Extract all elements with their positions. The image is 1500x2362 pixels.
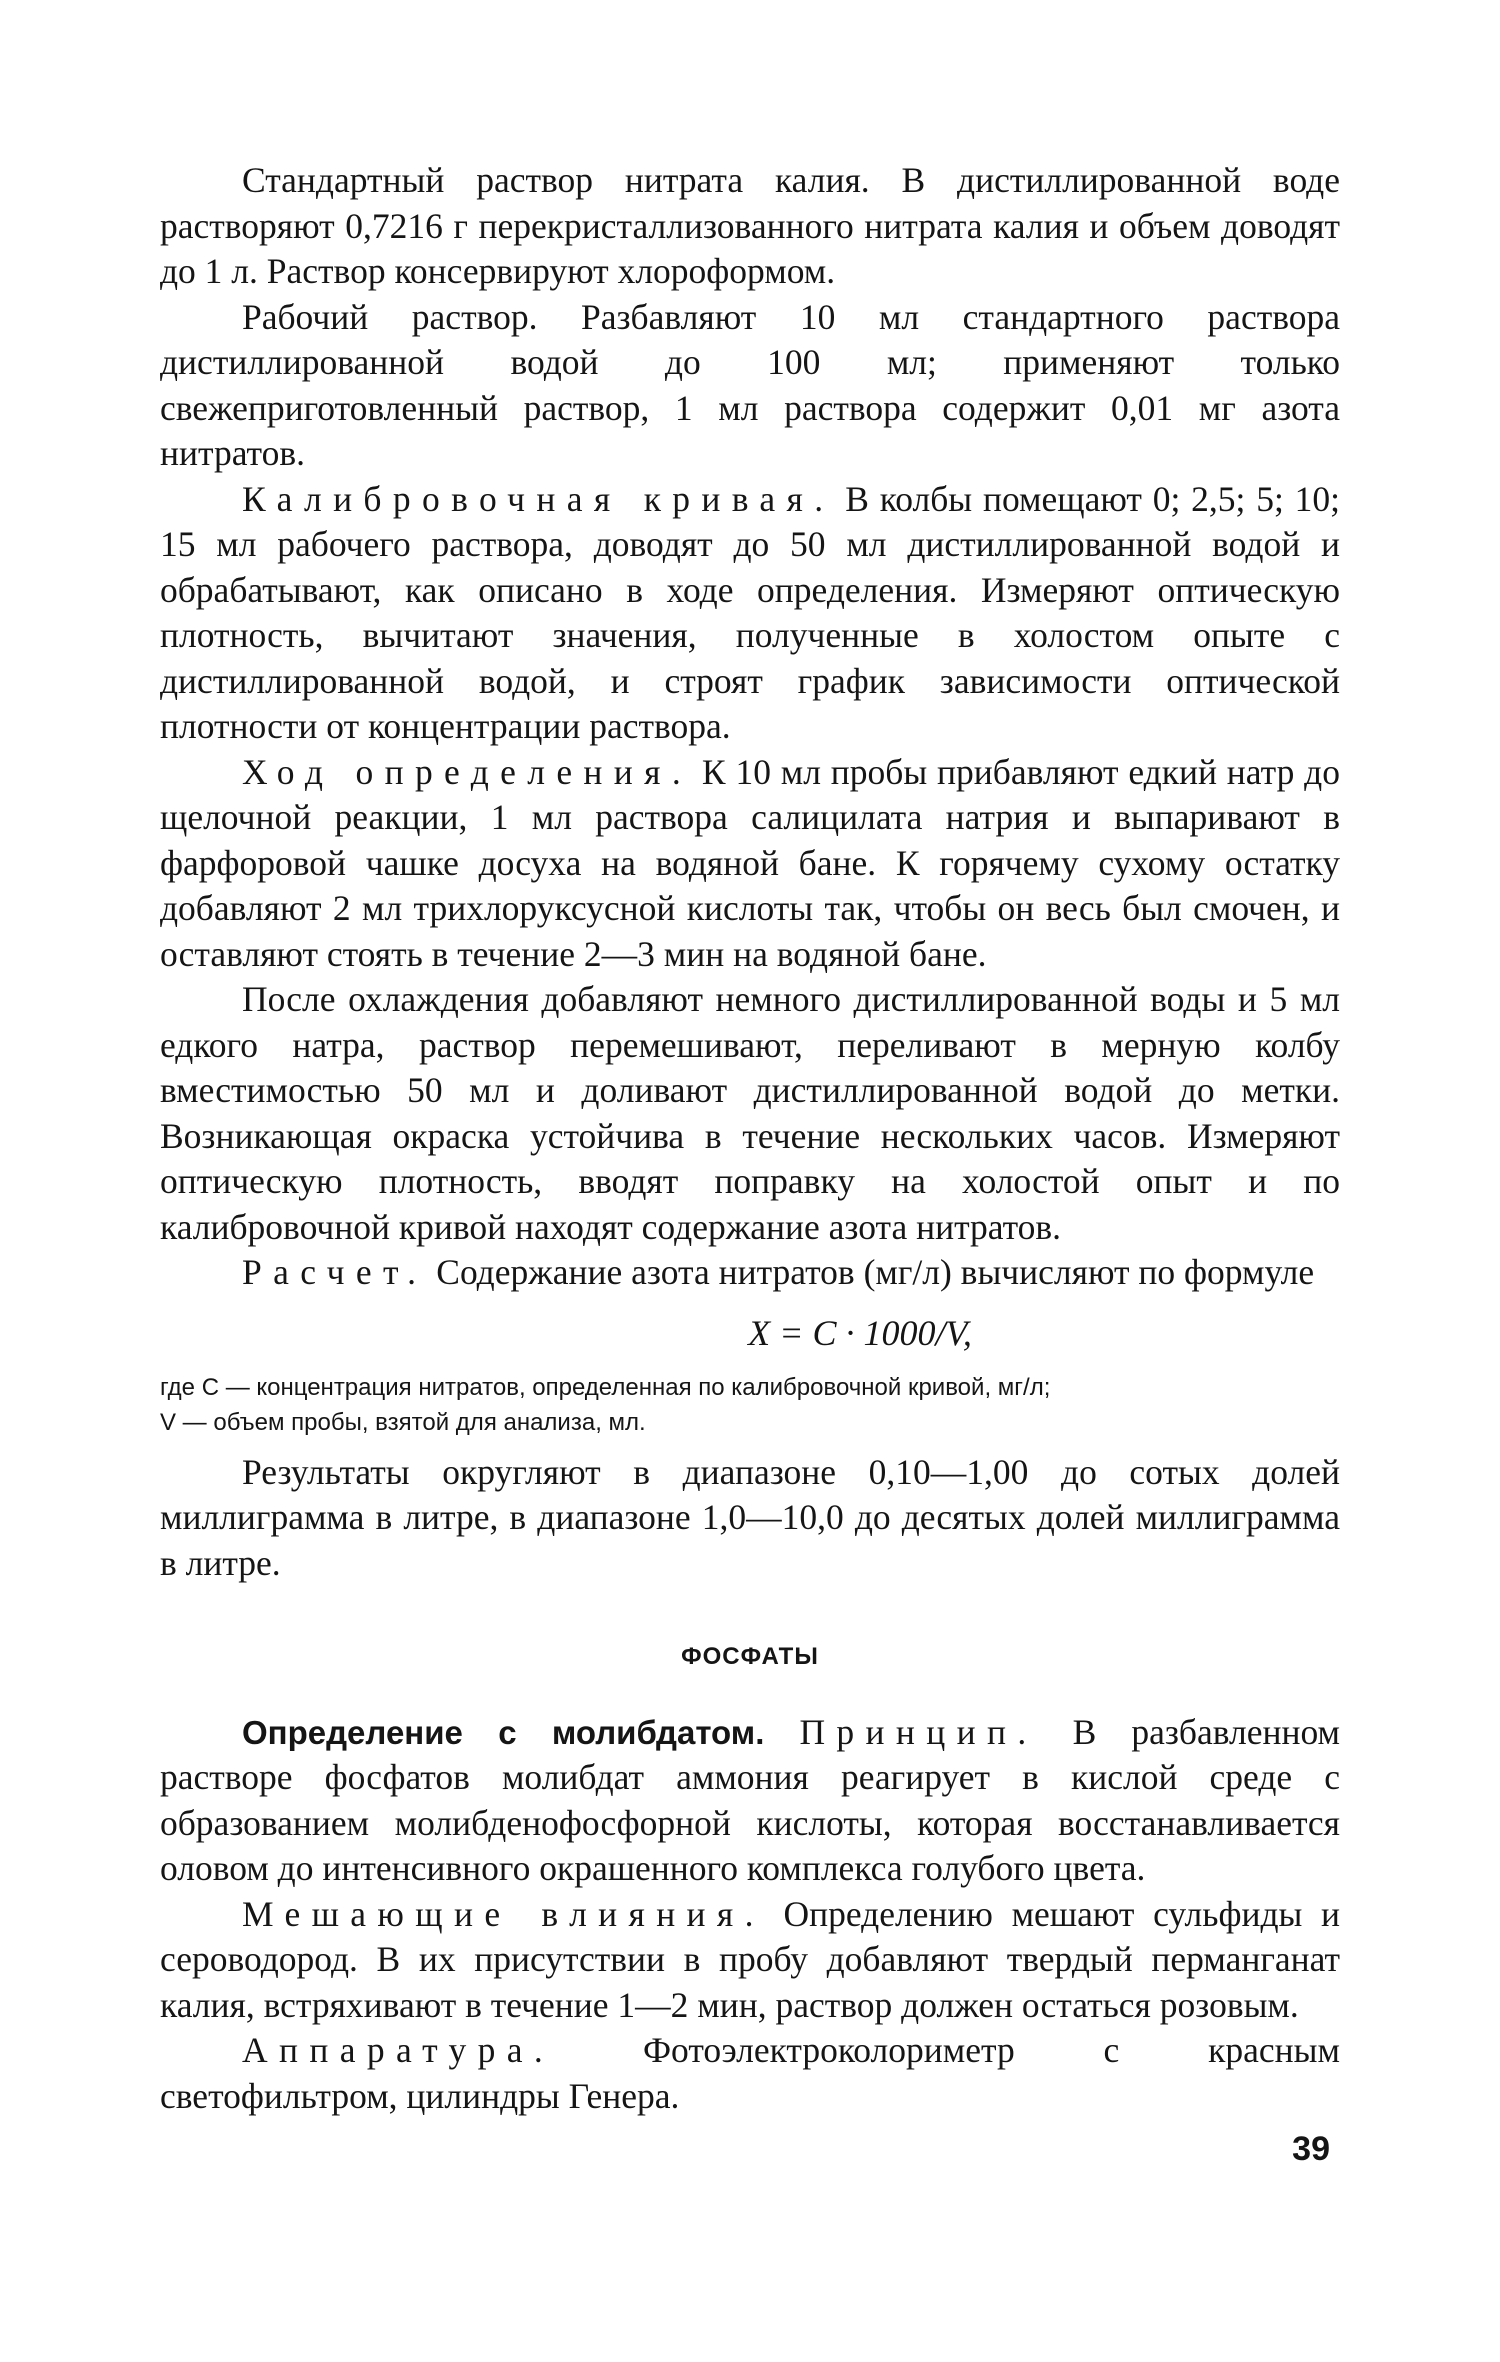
interferences-text: Определению мешают сульфиды и сероводород. В их присутствии в пробу добавляют твердый перманганат калия, встряхивают в течение 1—2 мин, раствор должен остаться розовым. xyxy=(160,1893,1340,2025)
page-number: 39 xyxy=(1292,2130,1330,2168)
paragraph-calculation xyxy=(160,1250,1340,1296)
paragraph-rounding: Результаты округляют в диапазоне 0,10—1,00 до сотых долей миллиграмма в литре, в диапазоне 1,0—10,0 до десятых долей миллиграмма в литре. xyxy=(160,1451,1340,1583)
principle-lead: Принцип. xyxy=(799,1711,1038,1752)
section-heading-phosphates: ФОСФАТЫ xyxy=(681,1643,819,1670)
calibration-curve-lead: Калибровочная кривая. xyxy=(242,478,835,519)
apparatus-lead: Аппаратура. xyxy=(242,2030,555,2070)
calculation-lead: Расчет. xyxy=(242,1252,428,1292)
paragraph-principle xyxy=(160,1710,1340,1892)
paragraph-standard-solution: Стандартный раствор нитрата калия. В дистиллированной воде растворяют 0,7216 г перекристаллизованного нитрата калия и объем доводят до 1 л. Раствор консервируют хлороформом. xyxy=(160,160,1340,291)
calculation-text: Содержание азота нитратов (мг/л) вычисляют по формуле xyxy=(427,1252,1315,1292)
formula xyxy=(380,1310,1340,1356)
principle-text: В разбавленном растворе фосфатов молибдат аммония реагирует в кислой среде с образованием молибденофосфорной кислоты, которая восстанавливается оловом до интенсивного окрашенного комплекса голубого цвета. xyxy=(160,1711,1341,1888)
method-title: Определение с молибдатом. xyxy=(242,1713,765,1751)
procedure-lead: Ход определения. xyxy=(242,751,693,792)
paragraph-calibration-curve xyxy=(160,477,1340,750)
procedure-text: К 10 мл пробы прибавляют едкий натр до щелочной реакции, 1 мл раствора салицилата натрия и выпаривают в фарфоровой чашке досуха на водяной бане. К горячему сухому остатку добавляют 2 мл трихлоруксусной кислоты так, чтобы он весь был смочен, и оставляют стоять в течение 2—3 мин на водяной бане. xyxy=(160,751,1340,974)
paragraph-interferences xyxy=(160,1892,1340,2029)
paragraph-procedure xyxy=(160,750,1340,978)
page-body xyxy=(160,158,1340,2119)
paragraph-after-cooling: После охлаждения добавляют немного дистиллированной воды и 5 мл едкого натра, раствор перемешивают, переливают в мерную колбу вместимостью 50 мл и доливают дистиллированной водой до метки. Возникающая окраска устойчива в течение нескольких часов. Измеряют оптическую плотность, вводят поправку на холостой опыт и по калибровочной кривой находят содержание азота нитратов. xyxy=(160,979,1340,1247)
paragraph-working-solution: Рабочий раствор. Разбавляют 10 мл стандартного раствора дистиллированной водой до 100 мл; применяют только свежеприготовленный раствор, 1 мл раствора содержит 0,01 мг азота нитратов. xyxy=(160,296,1340,473)
interferences-lead: Мешающие влияния. xyxy=(242,1893,765,1934)
apparatus-text: Фотоэлектроколориметр с красным светофильтром, цилиндры Генера. xyxy=(160,2030,1340,2116)
calibration-curve-text: В колбы помещают 0; 2,5; 5; 10; 15 мл рабочего раствора, доводят до 50 мл дистиллированной водой и обрабатывают, как описано в ходе определения. Измеряют оптическую плотность, вычитают значения, полученные в холостом опыте с дистиллированной водой, и строят график зависимости оптической плотности от концентрации раствора. xyxy=(160,478,1340,746)
formula-note-c: где C — концентрация нитратов, определенная по калибровочной кривой, мг/л; xyxy=(160,1373,1051,1401)
formula-note-v: V — объем пробы, взятой для анализа, мл. xyxy=(160,1408,646,1436)
paragraph-apparatus xyxy=(160,2028,1340,2119)
formula-text: X = C · 1000/V, xyxy=(748,1312,972,1353)
